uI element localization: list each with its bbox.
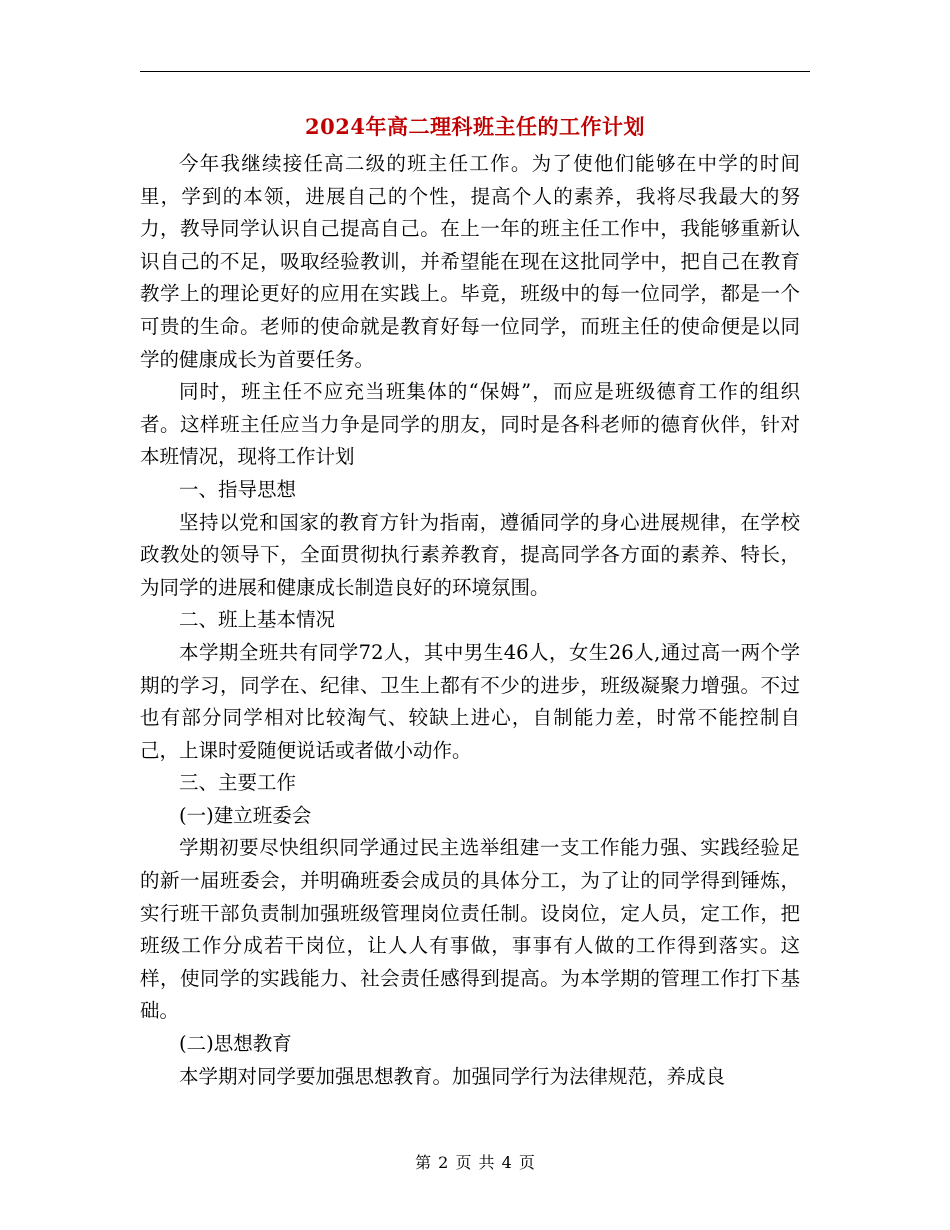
paragraph-ideological-education: 本学期对同学要加强思想教育。加强同学行为法律规范，养成良: [179, 1064, 726, 1088]
paragraph-intro: 今年我继续接任高二级的班主任工作。为了使他们能够在中学的时间里，学到的本领，进展自己的个性，提高个人的素养，我将尽我最大的努力，教导同学认识自己提高自己。在上一年的班主任工作中，我能够重新认识自己的不足，吸取经验教训，并希望能在现在这批同学中，把自己在教育教学上的理论更好的应用在实践上。毕竟，班级中的每一位同学，都是一个可贵的生命。老师的使命就是教育好每一位同学，而班主任的使命便是以同学的健康成长为首要任务。: [140, 152, 800, 371]
page-number-footer: 第 2 页 共 4 页: [415, 1153, 535, 1172]
paragraph-role: 同时，班主任不应充当班集体的“保姆”，而应是班级德育工作的组织者。这样班主任应当力争是同学的朋友，同时是各科老师的德育伙伴，针对本班情况，现将工作计划: [140, 380, 800, 469]
paragraph-class-committee: 学期初要尽快组织同学通过民主选举组建一支工作能力强、实践经验足的新一届班委会，并明确班委会成员的具体分工，为了让的同学得到锤炼，实行班干部负责制加强班级管理岗位责任制。设岗位，定人员，定工作，把班级工作分成若干岗位，让人人有事做，事事有人做的工作得到落实。这样，使同学的实践能力、社会责任感得到提高。为本学期的管理工作打下基础。: [140, 836, 800, 1023]
paragraph-guiding-idea: 坚持以党和国家的教育方针为指南，遵循同学的身心进展规律，在学校政教处的领导下，全面贯彻执行素养教育，提高同学各方面的素养、特长，为同学的进展和健康成长制造良好的环境氛围。: [140, 510, 800, 599]
document-title: 2024年高二理科班主任的工作计划: [305, 114, 645, 139]
section-heading-class-situation: 二、班上基本情况: [179, 608, 336, 632]
header-rule: [140, 71, 810, 72]
section-heading-guiding-idea: 一、指导思想: [179, 477, 297, 501]
subsection-heading-class-committee: (一)建立班委会: [179, 803, 312, 827]
subsection-heading-ideological-education: (二)思想教育: [179, 1032, 292, 1056]
document-body: [140, 148, 800, 1093]
section-heading-main-work: 三、主要工作: [179, 771, 297, 795]
paragraph-class-situation: 本学期全班共有同学72人，其中男生46人，女生26人,通过高一两个学期的学习，同学在、纪律、卫生上都有不少的进步，班级凝聚力增强。不过也有部分同学相对比较淘气、较缺上进心，自制能力差，时常不能控制自己，上课时爱随便说话或者做小动作。: [140, 640, 800, 762]
